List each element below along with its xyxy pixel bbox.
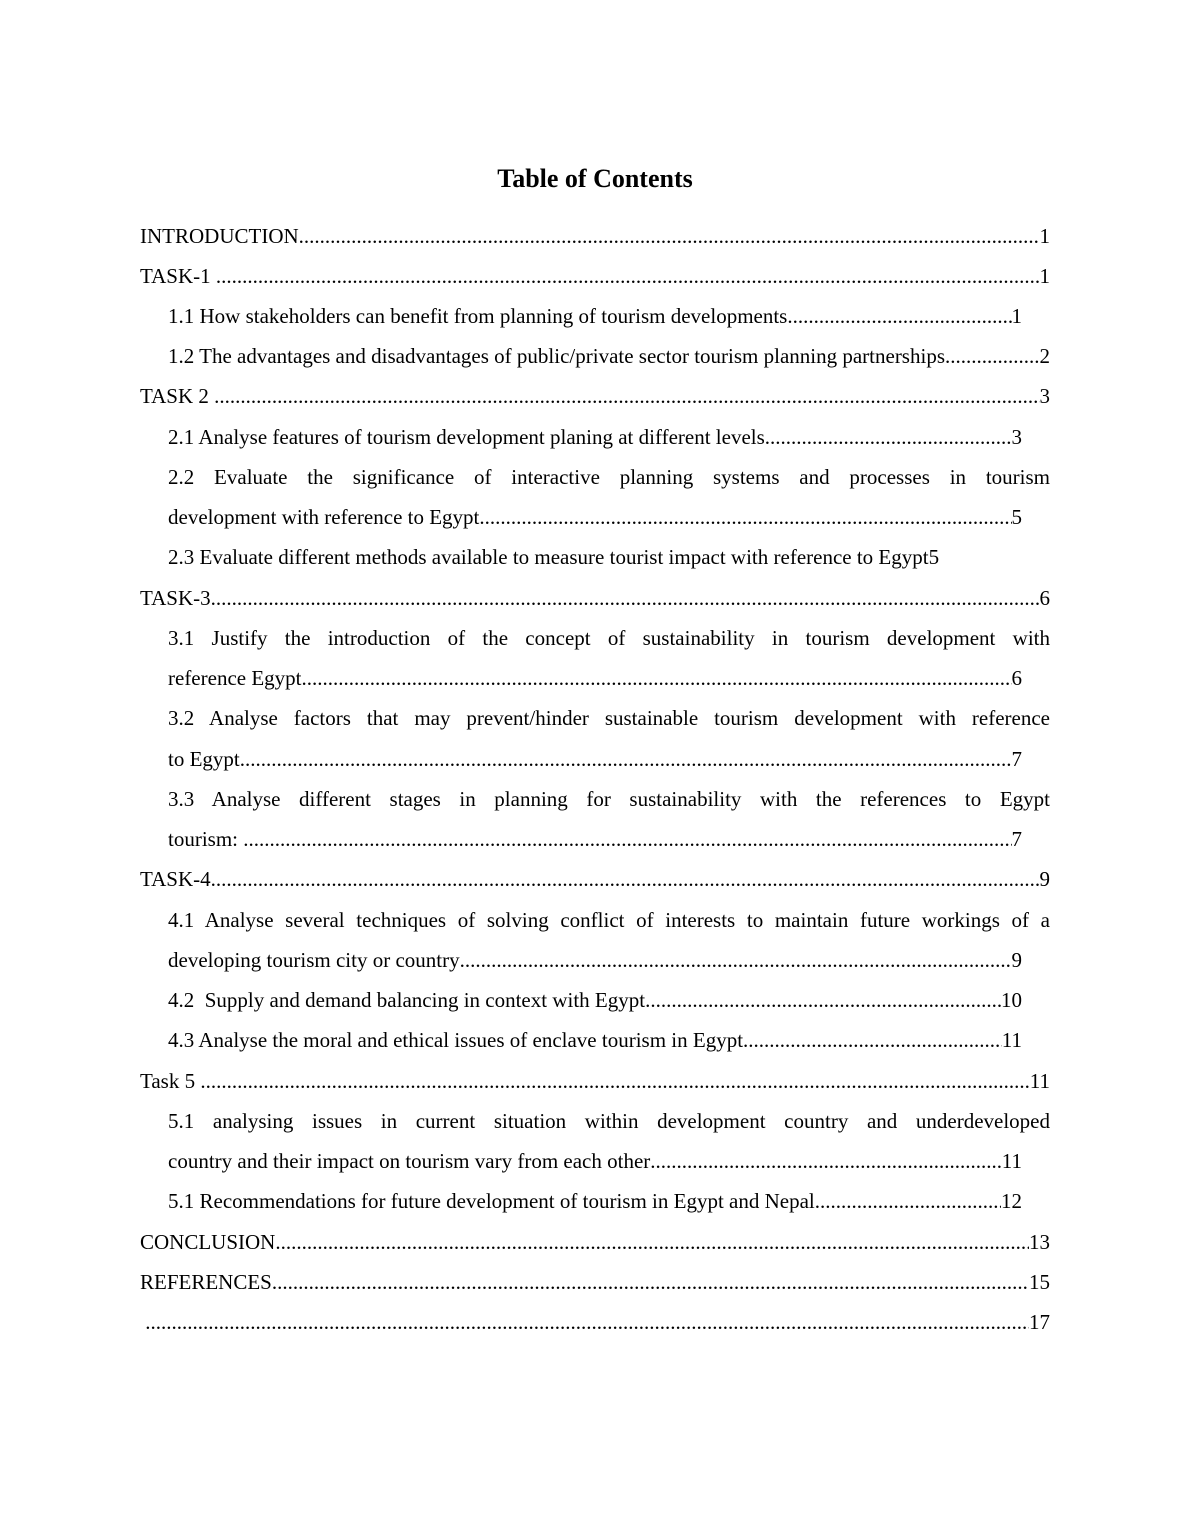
dot-leader	[145, 1302, 1029, 1342]
toc-entry-line-1: 3.3 Analyse different stages in planning for sustainability with the references to Egypt	[168, 787, 1050, 811]
toc-entry-text: 2.3 Evaluate different methods available to measure tourist impact with reference to Egypt	[168, 545, 929, 569]
toc-entry-task-1[interactable]	[140, 256, 1050, 296]
toc-page-number: 11	[1029, 1069, 1050, 1093]
toc-entry-text: TASK 2	[140, 384, 215, 408]
toc-entry-3-2-continued[interactable]	[168, 739, 1022, 779]
toc-entry-task-5[interactable]	[140, 1061, 1050, 1101]
toc-entry-1-1[interactable]	[168, 296, 1022, 336]
toc-page-number: 1	[1011, 304, 1022, 328]
dot-leader	[299, 216, 1040, 256]
toc-entry-text: to Egypt	[168, 747, 240, 771]
toc-entry-2-2-continued[interactable]	[168, 497, 1022, 537]
toc-page-number: 10	[1001, 988, 1022, 1012]
dot-leader	[211, 859, 1040, 899]
dot-leader	[240, 739, 1012, 779]
dot-leader	[765, 417, 1012, 457]
toc-entry-text: 5.1 Recommendations for future development of tourism in Egypt and Nepal	[168, 1189, 815, 1213]
toc-entry-text: CONCLUSION	[140, 1230, 276, 1254]
toc-entry-text: TASK-3	[140, 586, 211, 610]
toc-entry-text: country and their impact on tourism vary from each other	[168, 1149, 651, 1173]
toc-entry-4-3[interactable]	[168, 1020, 1022, 1060]
toc-entry-untitled[interactable]	[140, 1302, 1050, 1342]
toc-entry-text: Task 5	[140, 1069, 201, 1093]
toc-entry-line-1: 4.1 Analyse several techniques of solving conflict of interests to maintain future workings of a	[168, 908, 1050, 932]
toc-entry-text: development with reference to Egypt	[168, 505, 480, 529]
toc-entry-2-3[interactable]	[168, 537, 1050, 577]
dot-leader	[211, 578, 1040, 618]
toc-entry-5-1-issues[interactable]	[168, 1101, 1050, 1141]
dot-leader	[815, 1181, 1001, 1221]
dot-leader	[275, 1222, 1029, 1262]
toc-entry-3-1-continued[interactable]	[168, 658, 1022, 698]
toc-page-number: 5	[928, 545, 940, 569]
toc-entry-text: reference Egypt	[168, 666, 302, 690]
dot-leader	[645, 980, 1001, 1020]
toc-page-number: 17	[1029, 1310, 1050, 1334]
toc-entry-line-1: 5.1 analysing issues in current situation within development country and underdeveloped	[168, 1109, 1050, 1133]
toc-page-number: 11	[1001, 1149, 1022, 1173]
toc-entry-introduction[interactable]	[140, 216, 1050, 256]
toc-entry-text: TASK-1	[140, 264, 216, 288]
toc-entry-2-2[interactable]	[168, 457, 1050, 497]
toc-entry-text: TASK-4	[140, 867, 211, 891]
toc-entry-line-1: 3.2 Analyse factors that may prevent/hinder sustainable tourism development with reference	[168, 706, 1050, 730]
toc-page-number: 2	[1039, 344, 1050, 368]
toc-entry-4-2[interactable]	[168, 980, 1022, 1020]
toc-entry-3-2[interactable]	[168, 698, 1050, 738]
toc-page-number: 6	[1039, 586, 1050, 610]
toc-page-number: 12	[1001, 1189, 1022, 1213]
toc-entry-task-4[interactable]	[140, 859, 1050, 899]
dot-leader	[214, 376, 1039, 416]
dot-leader	[216, 256, 1040, 296]
toc-entry-1-2[interactable]	[168, 336, 1050, 376]
toc-entry-line-1: 3.1 Justify the introduction of the concept of sustainability in tourism development with	[168, 626, 1050, 650]
dot-leader	[302, 658, 1012, 698]
toc-entry-3-3-continued[interactable]	[168, 819, 1022, 859]
dot-leader	[950, 336, 1039, 376]
page-title: Table of Contents	[497, 164, 693, 193]
toc-page-number: 15	[1029, 1270, 1050, 1294]
toc-page-number: 6	[1011, 666, 1022, 690]
toc-page-number: 5	[1011, 505, 1022, 529]
dot-leader	[460, 940, 1012, 980]
toc-entry-2-1[interactable]	[168, 417, 1022, 457]
toc-page-number: 7	[1011, 747, 1022, 771]
toc-entry-text: 1.2 The advantages and disadvantages of public/private sector tourism planning partnerships.	[168, 344, 951, 368]
toc-page-number: 3	[1039, 384, 1050, 408]
toc-entry-3-3[interactable]	[168, 779, 1050, 819]
toc-entry-text: 4.3 Analyse the moral and ethical issues of enclave tourism in Egypt	[168, 1028, 744, 1052]
toc-entry-text: tourism:	[168, 827, 244, 851]
toc-entry-4-1[interactable]	[168, 900, 1050, 940]
toc-page-number: 1	[1039, 224, 1050, 248]
toc-page-number: 7	[1011, 827, 1022, 851]
dot-leader	[743, 1020, 1002, 1060]
toc-page-number: 9	[1011, 948, 1022, 972]
dot-leader	[272, 1262, 1029, 1302]
dot-leader	[243, 819, 1011, 859]
toc-entry-4-1-continued[interactable]	[168, 940, 1022, 980]
toc-entry-references[interactable]	[140, 1262, 1050, 1302]
toc-entry-text: 1.1 How stakeholders can benefit from planning of tourism developments	[168, 304, 788, 328]
toc-entry-text: 4.2 Supply and demand balancing in context with Egypt	[168, 988, 646, 1012]
toc-entry-text: INTRODUCTION	[140, 224, 299, 248]
toc-page-number: 3	[1011, 425, 1022, 449]
toc-page-number: 11	[1001, 1028, 1022, 1052]
toc-entry-task-3[interactable]	[140, 578, 1050, 618]
dot-leader	[479, 497, 1011, 537]
toc-page-number: 9	[1039, 867, 1050, 891]
toc-entry-3-1[interactable]	[168, 618, 1050, 658]
toc-entry-conclusion[interactable]	[140, 1222, 1050, 1262]
toc-entry-5-1-issues-continued[interactable]	[168, 1141, 1022, 1181]
dot-leader	[650, 1141, 1002, 1181]
dot-leader	[787, 296, 1011, 336]
toc-page-number: 13	[1029, 1230, 1050, 1254]
toc-entry-text: 2.1 Analyse features of tourism development planing at different levels	[168, 425, 765, 449]
toc-entry-text: developing tourism city or country	[168, 948, 460, 972]
dot-leader	[200, 1061, 1029, 1101]
toc-entry-text: REFERENCES	[140, 1270, 272, 1294]
toc-entry-task-2[interactable]	[140, 376, 1050, 416]
toc-entry-5-1-recommendations[interactable]	[168, 1181, 1022, 1221]
toc-entry-line-1: 2.2 Evaluate the significance of interactive planning systems and processes in tourism	[168, 465, 1050, 489]
toc-page-number: 1	[1039, 264, 1050, 288]
